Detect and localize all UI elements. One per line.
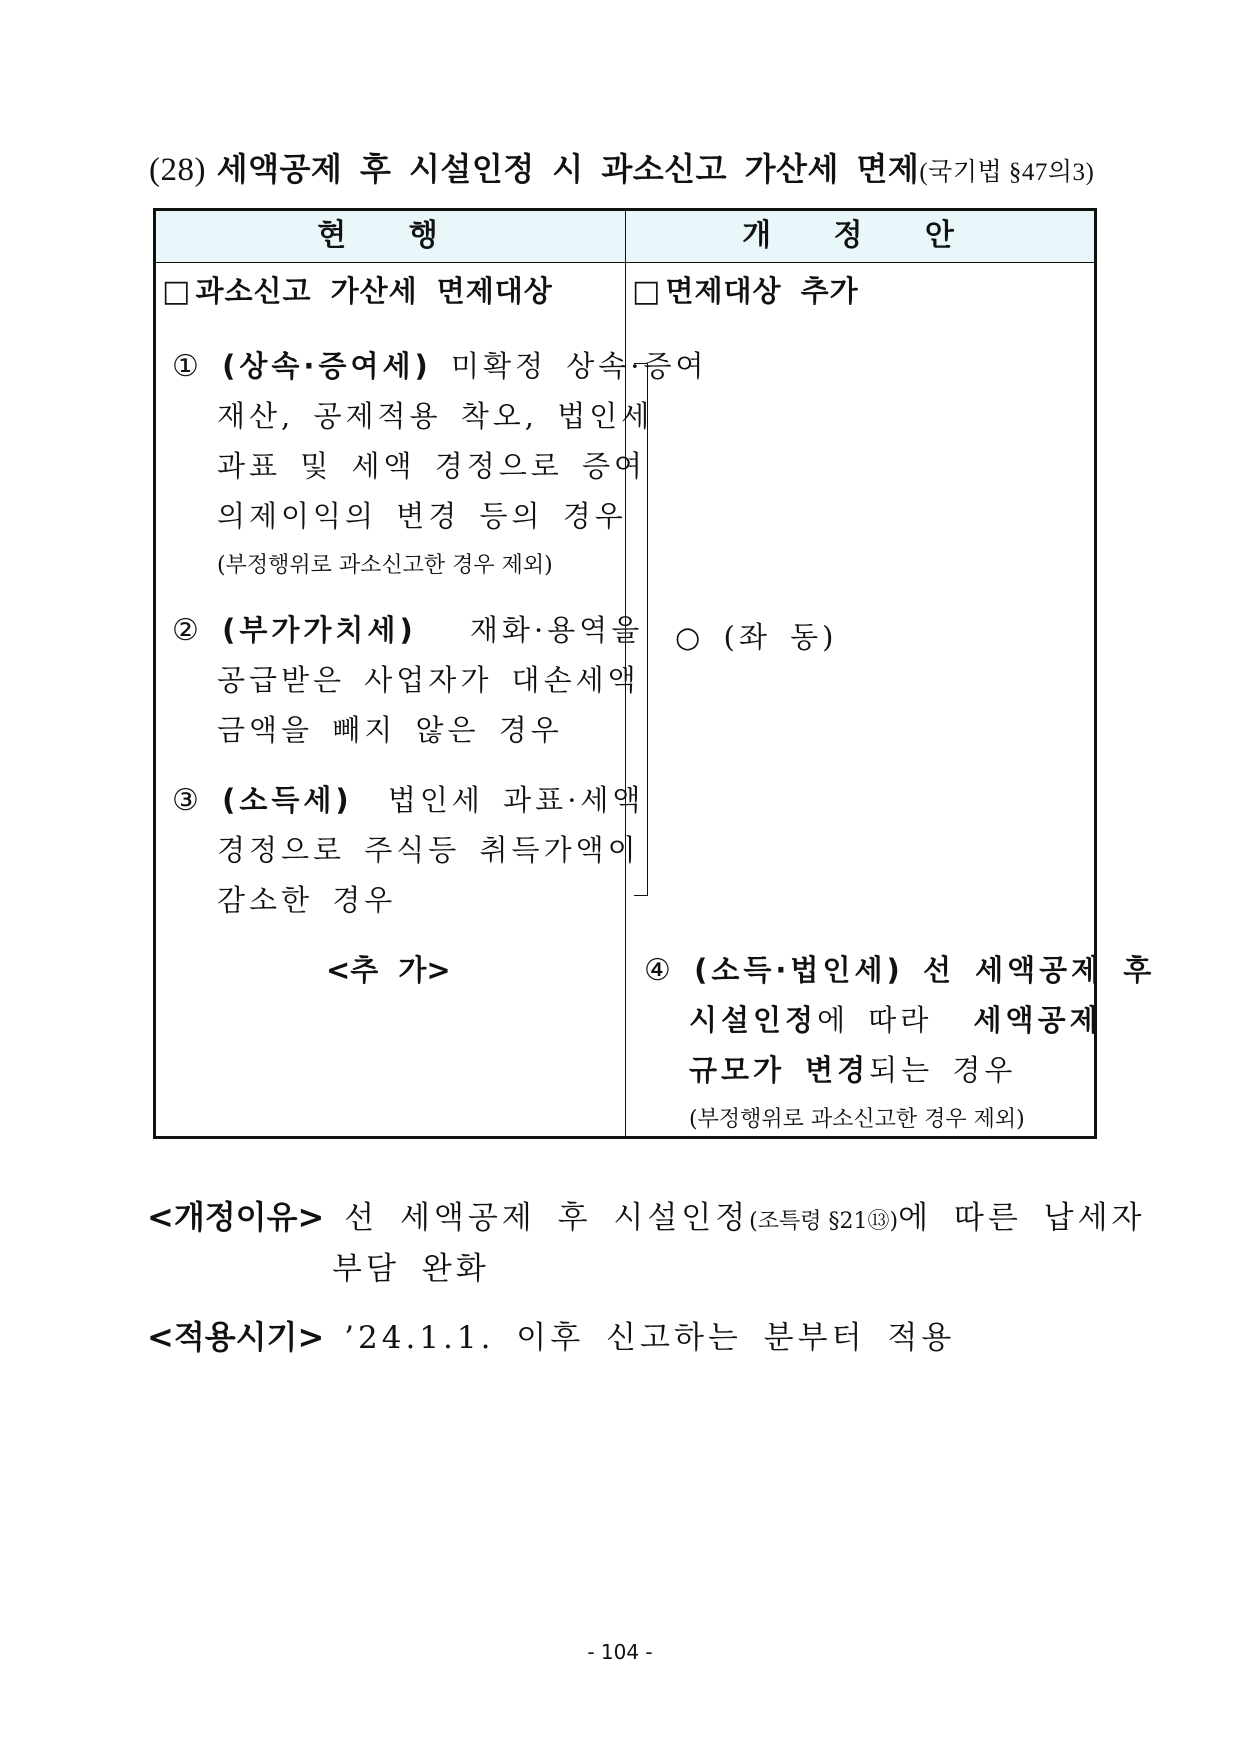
bracket-connector (634, 363, 648, 896)
item-2-tag: (부가가치세) (222, 613, 417, 647)
item-4-line-2: 시설인정에 따라 세액공제 (689, 1003, 1102, 1037)
effective-line (147, 1312, 955, 1358)
item-2-line-2: 공급받은 사업자가 대손세액 (217, 663, 640, 697)
circled-three-icon: ③ (172, 783, 203, 818)
circled-four-icon: ④ (644, 953, 675, 988)
item-4-tag: (소득·법인세) (694, 953, 904, 987)
item-3-text: 법인세 과표·세액 (387, 783, 645, 817)
item-2-line-1 (172, 608, 643, 649)
current-heading: 과소신고 가산세 면제대상 (195, 274, 553, 308)
item-1-text: 미확정 상속·증여 (450, 349, 708, 383)
addition-marker: <추 가> (326, 953, 451, 987)
section-title (149, 144, 1109, 190)
law-reference: (국기법 §47의3) (919, 159, 1095, 186)
item-1-line-2: 재산, 공제적용 착오, 법인세 (217, 399, 654, 433)
item-4-bold-1: 선 세액공제 후 (922, 953, 1156, 987)
circled-two-icon: ② (172, 613, 203, 648)
current-heading-row (162, 269, 553, 310)
reason-line-1: <개정이유> 선 세액공제 후 시설인정(조특령 §21⑬)에 따른 납세자 (147, 1198, 1146, 1236)
proposed-heading: 면제대상 추가 (665, 274, 859, 308)
checkbox-square-icon: □ (632, 274, 661, 309)
reason-reference: (조특령 §21⑬) (749, 1209, 899, 1234)
effective-text: ’24.1.1. 이후 신고하는 분부터 적용 (344, 1320, 956, 1356)
same-as-left: ○ (좌 동) (675, 620, 838, 654)
item-1-line-3: 과표 및 세액 경정으로 증여 (217, 449, 647, 483)
checkbox-square-icon: □ (162, 274, 191, 309)
effective-label: <적용시기> (147, 1318, 325, 1356)
item-1-tag: (상속·증여세) (222, 349, 432, 383)
comparison-table (153, 208, 1156, 1139)
item-4-line-1 (644, 948, 1155, 989)
item-4-note: (부정행위로 과소신고한 경우 제외) (689, 1107, 1025, 1132)
section-number: (28) (149, 152, 206, 188)
item-1-line-1 (172, 344, 708, 385)
item-4-line-3: 규모가 변경되는 경우 (689, 1053, 1017, 1087)
header-proposed: 개 정 안 (742, 218, 980, 253)
item-3-line-3: 감소한 경우 (217, 883, 397, 917)
item-2-line-3: 금액을 빼지 않은 경우 (217, 713, 563, 747)
item-1-note: (부정행위로 과소신고한 경우 제외) (217, 553, 553, 578)
item-3-tag: (소득세) (222, 783, 353, 817)
circled-one-icon: ① (172, 349, 203, 384)
reason-line-2: 부담 완화 (332, 1251, 490, 1287)
header-current: 현 행 (317, 218, 464, 253)
section-heading: 세액공제 후 시설인정 시 과소신고 가산세 면제 (216, 150, 920, 188)
page-number: - 104 - (587, 1640, 653, 1664)
item-1-line-4: 의제이익의 변경 등의 경우 (217, 499, 627, 533)
item-3-line-2: 경정으로 주식등 취득가액이 (217, 833, 640, 867)
item-3-line-1 (172, 778, 644, 819)
proposed-heading-row (632, 269, 859, 310)
item-2-text: 재화·용역을 (469, 613, 644, 647)
reason-label: <개정이유> (147, 1198, 325, 1236)
